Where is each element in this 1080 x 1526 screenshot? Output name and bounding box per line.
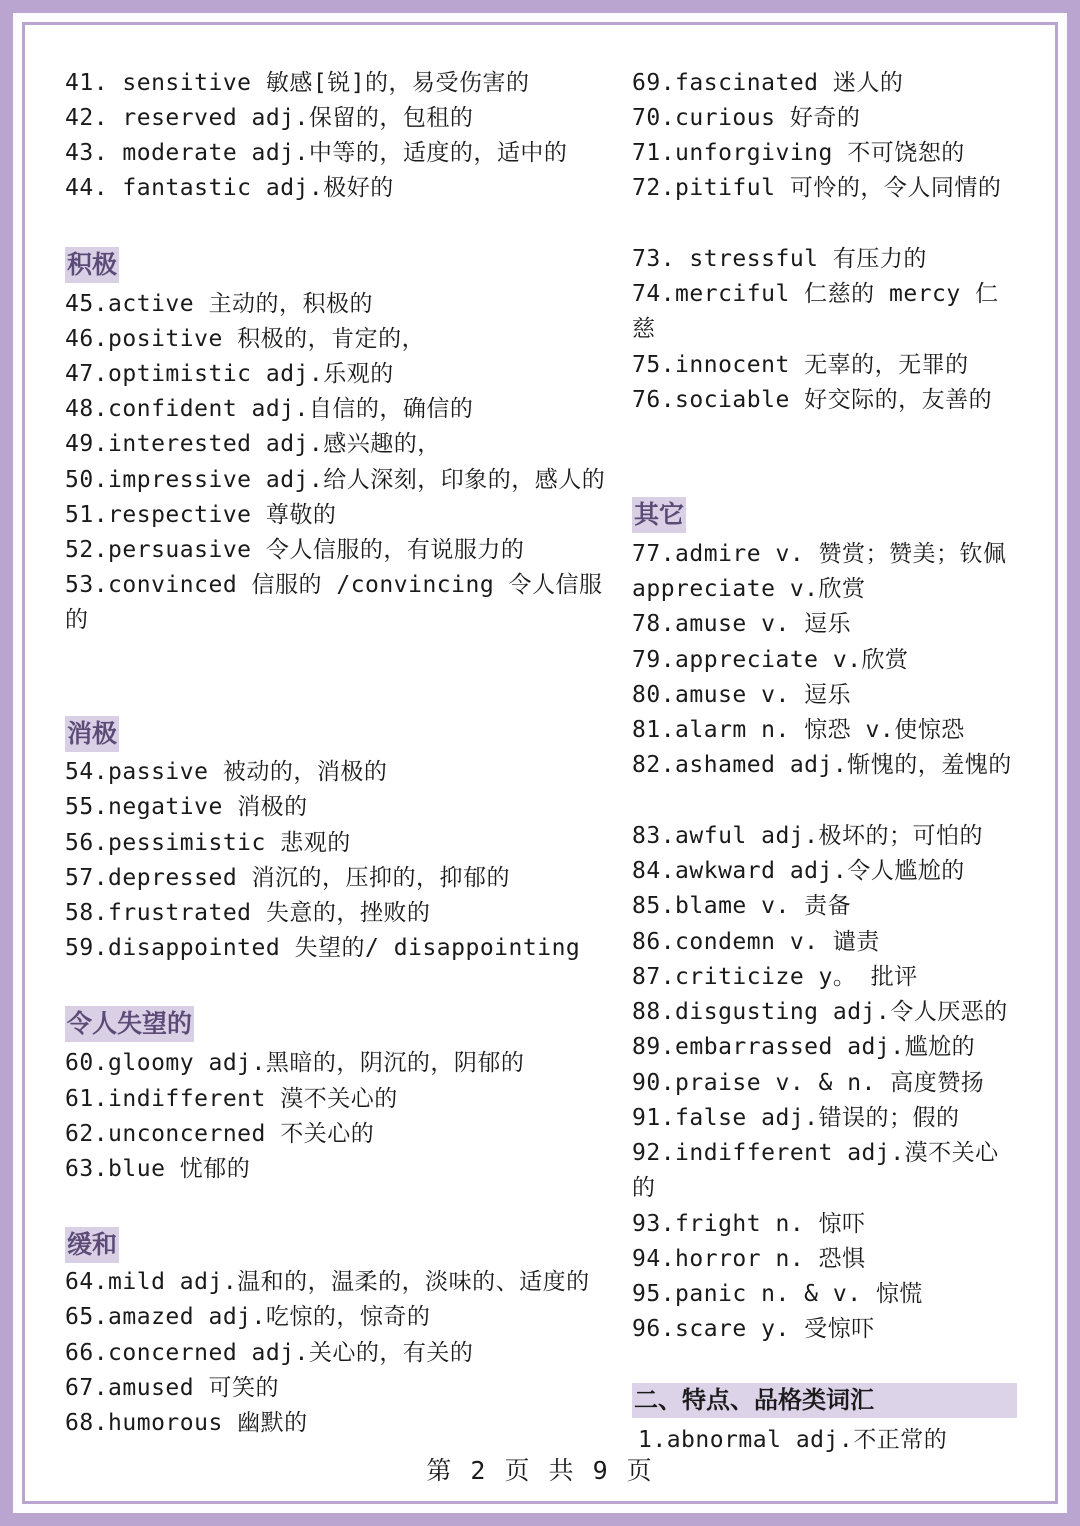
vocab-item: 85.blame v. 责备 — [632, 893, 852, 919]
vocab-item: 92.indifferent adj.漠不关心的 — [632, 1140, 999, 1201]
vocab-item: 96.scare y. 受惊吓 — [632, 1316, 875, 1342]
vocab-item: 58.frustrated 失意的，挫败的 — [65, 900, 431, 926]
vocab-item: 84.awkward adj.令人尴尬的 — [632, 858, 965, 884]
vocab-item: 68.humorous 幽默的 — [65, 1410, 308, 1436]
vocab-item: 70.curious 好奇的 — [632, 105, 861, 131]
vocab-item: 88.disgusting adj.令人厌恶的 — [632, 999, 1008, 1025]
vocab-item: 62.unconcerned 不关心的 — [65, 1121, 375, 1147]
vocab-item: 79.appreciate v.欣赏 — [632, 647, 909, 673]
vocab-item: 65.amazed adj.吃惊的，惊奇的 — [65, 1304, 431, 1330]
vocab-item: 72.pitiful 可怜的，令人同情的 — [632, 175, 1002, 201]
vocab-item: 69.fascinated 迷人的 — [632, 70, 904, 96]
heading-other: 其它 — [632, 497, 686, 533]
vocab-item: 51.respective 尊敬的 — [65, 502, 337, 528]
vocab-item: 41. sensitive 敏感[锐]的，易受伤害的 — [65, 70, 530, 96]
vocab-item: 53.convinced 信服的 /convincing 令人信服的 — [65, 572, 603, 633]
vocab-item: 76.sociable 好交际的，友善的 — [632, 387, 993, 413]
vocab-item: 75.innocent 无辜的，无罪的 — [632, 352, 969, 378]
vocab-item: 82.ashamed adj.惭愧的，羞愧的 — [632, 752, 1012, 778]
vocab-item: 42. reserved adj.保留的，包租的 — [65, 105, 474, 131]
vocab-item: 89.embarrassed adj.尴尬的 — [632, 1034, 976, 1060]
vocab-item: 1.abnormal adj.不正常的 — [638, 1427, 948, 1453]
heading-negative: 消极 — [65, 716, 119, 752]
page-number: 第 2 页 共 9 页 — [426, 1456, 654, 1485]
vocab-item: 81.alarm n. 惊恐 v.使惊恐 — [632, 717, 965, 743]
vocab-item: 46.positive 积极的，肯定的， — [65, 326, 426, 352]
vocab-item: 57.depressed 消沉的，压抑的，抑郁的 — [65, 865, 511, 891]
heading-mild: 缓和 — [65, 1227, 119, 1263]
vocab-item: 90.praise v. & n. 高度赞扬 — [632, 1070, 985, 1096]
vocab-item: 87.criticize y。 批评 — [632, 964, 918, 990]
vocab-item: 93.fright n. 惊吓 — [632, 1211, 866, 1237]
vocab-item: 66.concerned adj.关心的，有关的 — [65, 1340, 474, 1366]
vocab-item: 95.panic n. & v. 惊慌 — [632, 1281, 923, 1307]
vocab-item: 49.interested adj.感兴趣的， — [65, 431, 441, 457]
vocab-item: 67.amused 可笑的 — [65, 1375, 279, 1401]
vocab-item: 48.confident adj.自信的，确信的 — [65, 396, 474, 422]
vocab-item: 74.merciful 仁慈的 mercy 仁慈 — [632, 281, 999, 342]
vocab-item: 52.persuasive 令人信服的，有说服力的 — [65, 537, 525, 563]
vocab-item: 94.horror n. 恐惧 — [632, 1246, 866, 1272]
section-title: 二、特点、品格类词汇 — [632, 1383, 1017, 1418]
vocab-item: 60.gloomy adj.黑暗的，阴沉的，阴郁的 — [65, 1050, 525, 1076]
vocab-item: 80.amuse v. 逗乐 — [632, 682, 852, 708]
vocab-item: 43. moderate adj.中等的，适度的，适中的 — [65, 140, 568, 166]
heading-disappointing: 令人失望的 — [65, 1006, 194, 1042]
vocab-item: 77.admire v. 赞赏；赞美；钦佩 appreciate v.欣赏 — [632, 541, 1007, 602]
vocab-item: 45.active 主动的，积极的 — [65, 291, 373, 317]
vocab-item: 86.condemn v. 谴责 — [632, 929, 880, 955]
vocab-item: 71.unforgiving 不可饶恕的 — [632, 140, 965, 166]
vocab-item: 83.awful adj.极坏的；可怕的 — [632, 823, 984, 849]
vocab-item: 61.indifferent 漠不关心的 — [65, 1086, 398, 1112]
vocab-item: 73. stressful 有压力的 — [632, 246, 927, 272]
vocab-item: 64.mild adj.温和的，温柔的，淡味的、适度的 — [65, 1269, 590, 1295]
vocab-item: 55.negative 消极的 — [65, 794, 308, 820]
vocab-item: 91.false adj.错误的；假的 — [632, 1105, 960, 1131]
heading-positive: 积极 — [65, 247, 119, 283]
vocab-item: 50.impressive adj.给人深刻，印象的，感人的 — [65, 467, 606, 493]
vocab-item: 63.blue 忧郁的 — [65, 1156, 251, 1182]
vocab-item: 59.disappointed 失望的/ disappointing — [65, 935, 581, 961]
vocab-item: 44. fantastic adj.极好的 — [65, 175, 394, 201]
vocab-item: 78.amuse v. 逗乐 — [632, 611, 852, 637]
vocab-item: 56.pessimistic 悲观的 — [65, 830, 351, 856]
vocab-item: 47.optimistic adj.乐观的 — [65, 361, 394, 387]
vocab-item: 54.passive 被动的，消极的 — [65, 759, 388, 785]
